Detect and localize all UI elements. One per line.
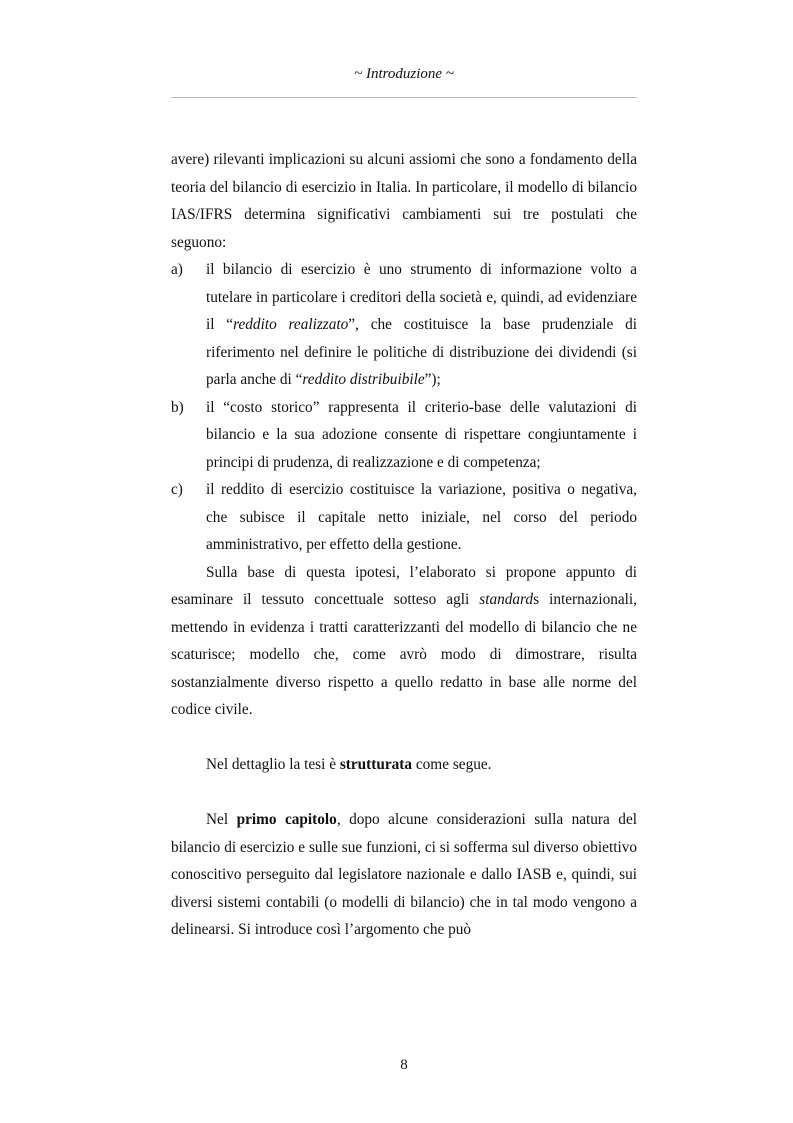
- bold-strutturata: strutturata: [339, 756, 413, 773]
- paragraph-hypothesis: Sulla base di questa ipotesi, l’elaborato si propone appunto di esaminare il tessuto concettuale sotteso agli standards internazionali, mettendo in evidenza i tratti caratterizzanti del modello di bilancio che ne scaturisce; modello che, come avrò modo di dimostrare, risulta sostanzialmente diverso rispetto a quello redatto in base alle norme del codice civile.: [171, 563, 637, 718]
- bold-primo-capitolo: primo capitolo: [236, 811, 337, 828]
- page-number: 8: [400, 1057, 408, 1073]
- emphasis-standard: standard: [479, 591, 534, 608]
- intro-paragraph: avere) rilevanti implicazioni su alcuni assiomi che sono a fondamento della teoria del bilancio di esercizio in Italia. In particolare, il modello di bilancio IAS/IFRS determina significativi cambiamenti sui tre postulati che seguono:: [171, 151, 637, 251]
- list-item-text: il “costo storico” rappresenta il criterio-base delle valutazioni di bilancio e la sua adozione consente di rispettare congiuntamente i principi di prudenza, di realizzazione e di competenza;: [206, 398, 637, 471]
- list-item-b: [171, 394, 637, 477]
- list-item-c: [171, 476, 637, 559]
- list-marker: b): [171, 398, 184, 416]
- paragraph-spacer: [171, 724, 637, 752]
- emphasis-reddito-distribuibile: reddito distribuibile: [302, 371, 425, 388]
- list-item-text: il bilancio di esercizio è uno strumento di informazione volto a tutelare in particolare i creditori della società e, quindi, ad evidenziare il “reddito realizzato”, che costituisce la base prudenziale di riferimento nel definire le politiche di distribuzione dei dividendi (si parla anche di “reddito distribuibile”);: [206, 261, 637, 388]
- paragraph-structure: Nel dettaglio la tesi è strutturata come segue.: [206, 756, 492, 773]
- running-header: ~ Introduzione ~: [354, 66, 454, 82]
- paragraph-spacer: [171, 779, 637, 807]
- list-marker: a): [171, 261, 183, 278]
- list-item-a: [171, 256, 637, 394]
- list-item-text: il reddito di esercizio costituisce la variazione, positiva o negativa, che subisce il capitale netto iniziale, nel corso del periodo amministrativo, per effetto della gestione.: [206, 481, 637, 553]
- emphasis-reddito-realizzato: reddito realizzato: [233, 316, 349, 333]
- header-divider: [171, 97, 637, 98]
- body-text: [171, 146, 637, 944]
- list-marker: c): [171, 481, 183, 498]
- paragraph-first-chapter: Nel primo capitolo, dopo alcune considerazioni sulla natura del bilancio di esercizio e sulle sue funzioni, ci si sofferma sul diverso obiettivo conoscitivo perseguito dal legislatore nazionale e dallo IASB e, quindi, sui diversi sistemi contabili (o modelli di bilancio) che in tal modo vengono a delinearsi. Si introduce così l’argomento che può: [171, 811, 637, 938]
